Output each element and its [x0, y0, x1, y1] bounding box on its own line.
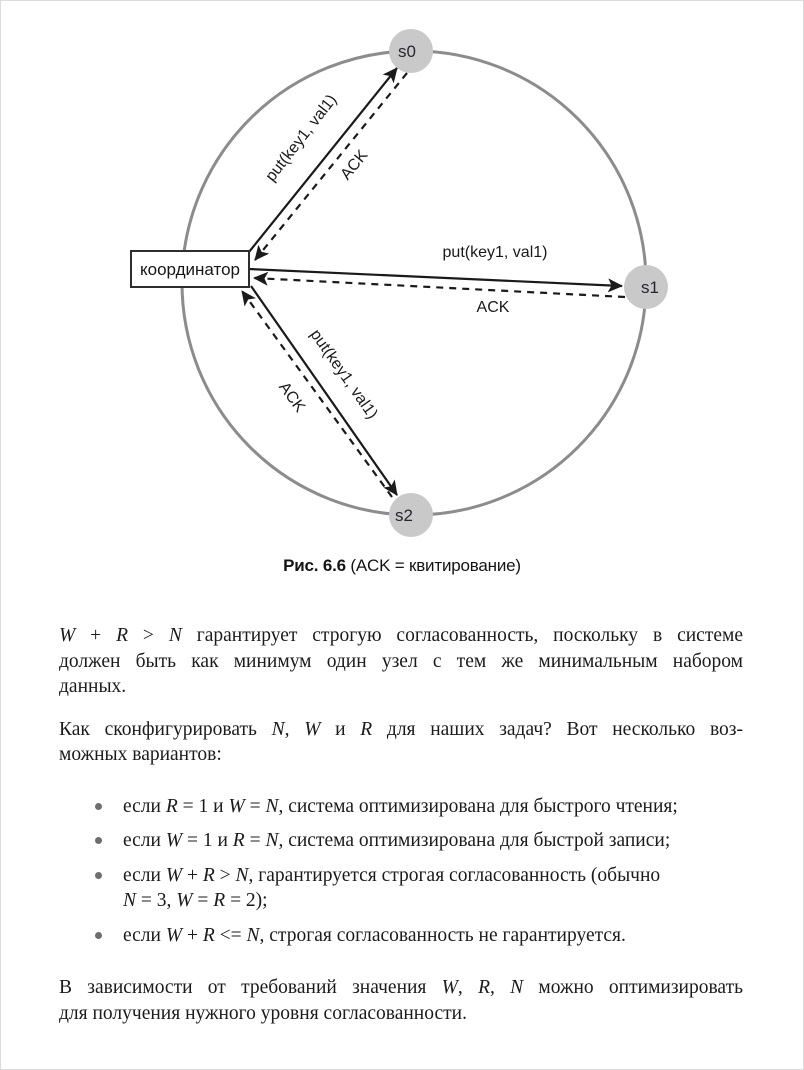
bullet-dot-icon	[95, 837, 102, 844]
coordinator-label: координатор	[140, 260, 240, 279]
bullet-dot-icon	[95, 803, 102, 810]
page-text	[59, 623, 743, 1026]
node-s0	[389, 29, 433, 73]
paragraph-conclusion: В зависимости от требований значения W, R, N можно оптимизировать для получения нужного уровня согласованности.	[59, 977, 743, 1024]
put-arrow-s2	[251, 286, 397, 495]
list-item-text: если W + R <= N, строгая согласованность не гарантируется.	[123, 924, 626, 946]
ack-label-s2: ACK	[275, 379, 309, 416]
ack-arrow-s2	[242, 291, 392, 497]
list-item-fast-write	[95, 828, 743, 854]
node-s2	[389, 493, 433, 537]
list-item-strong-consistency	[95, 863, 743, 914]
ack-label-s1: ACK	[476, 299, 510, 316]
list-item-no-guarantee	[95, 923, 743, 949]
figure-6-6	[1, 1, 803, 577]
figure-number: Рис. 6.6	[283, 556, 346, 575]
paragraph-wrn-guarantee: W + R > N гарантирует строгую согласованность, поскольку в системе должен быть как минимум один узел с тем же минимальным набором данных.	[59, 625, 744, 697]
bullet-dot-icon	[95, 932, 102, 939]
figure-caption-note: (ACK = квитирование)	[345, 556, 521, 575]
bullet-list	[59, 794, 743, 949]
bullet-dot-icon	[95, 872, 102, 879]
node-s0-label: s0	[398, 42, 416, 61]
put-label-s1: put(key1, val1)	[442, 244, 548, 261]
list-item-text: если R = 1 и W = N, система оптимизирована для быстрого чтения;	[123, 795, 678, 817]
figure-caption	[1, 555, 803, 577]
put-label-s0: put(key1, val1)	[262, 91, 341, 185]
node-s1-label: s1	[641, 278, 659, 297]
book-page	[1, 1, 803, 1069]
ack-arrow-s1	[254, 278, 625, 297]
list-item-fast-read	[95, 794, 743, 820]
node-s1	[624, 265, 668, 309]
list-item-text: если W = 1 и R = N, система оптимизирована для быстрой записи;	[123, 830, 671, 851]
node-s2-label: s2	[395, 506, 413, 525]
quorum-diagram	[1, 1, 804, 541]
list-item-text: если W + R > N, гарантируется строгая согласованность (обычно N = 3, W = R = 2);	[123, 864, 661, 911]
paragraph-config-question: Как сконфигурировать N, W и R для наших задач? Вот несколько воз- можных вариантов:	[59, 718, 743, 765]
put-label-s2: put(key1, val1)	[306, 326, 381, 423]
put-arrow-s1	[249, 269, 622, 286]
ack-label-s0: ACK	[337, 147, 372, 184]
